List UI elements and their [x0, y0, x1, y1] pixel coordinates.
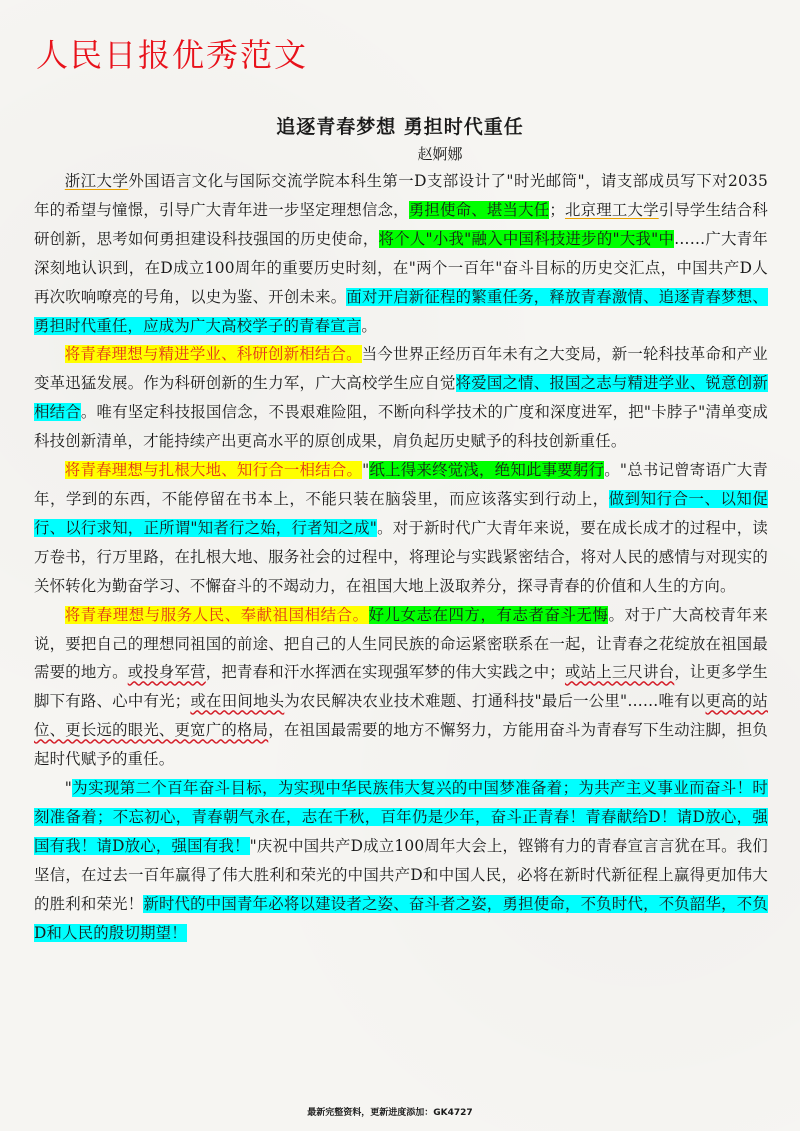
p4-segment: ，让更多学生脚下有路、心中有光； [34, 663, 768, 711]
p1-segment: 浙江大学 [64, 172, 129, 190]
page-footer: 最新完整资料，更新进度添加：GK4727 [307, 1108, 473, 1118]
p3-segment: 。"总书记曾寄语广大青年，学到的东西，不能停留在书本上，不能只装在脑袋里，而应该落实到行动上， [34, 461, 768, 508]
p1-segment: 勇担使命、堪当大任 [408, 200, 550, 219]
p1-segment: 将个人"小我"融入中国科技进步的"大我"中 [378, 229, 675, 248]
p1-segment: 北京理工大学 [564, 200, 659, 219]
p2-segment: 将青春理想与精进学业、科研创新相结合。 [64, 345, 362, 364]
p2-segment: 。唯有坚定科技报国信念，不畏艰难险阻，不断向科学技术的广度和深度进军，把"卡脖子"清单变成科技创新清单，才能持续产出更高水平的原创成果，肩负起历史赋予的科技创新重任。 [34, 403, 768, 451]
p4-segment: 。对于广大高校青年来说，要把自己的理想同祖国的前途、把自己的人生同民族的命运紧密联系在一起，让青春之花绽放在祖国最需要的地方。 [34, 605, 768, 682]
p4-segment: 好儿女志在四方，有志者奋斗无悔 [368, 605, 609, 624]
p2-segment: 当今世界正经历百年未有之大变局，新一轮科技革命和产业变革迅猛发展。作为科研创新的生力军，广大高校学生应自觉 [34, 345, 768, 393]
p1-segment: 面对开启新征程的繁重任务，释放青春激情、追逐青春梦想、勇担时代重任，应成为广大高校学子的青春宣言 [34, 287, 768, 335]
paragraph-1 [34, 167, 768, 340]
p3-segment: " [362, 461, 370, 480]
p4-segment: 为农民解决农业技术难题、打通科技"最后一公里"……唯有以 [284, 692, 706, 711]
p4-segment: 更高的站位、更长远的眼光、更宽广的格局 [34, 692, 768, 740]
p2-segment: 将爱国之情、报国之志与精进学业、锐意创新相结合 [34, 374, 768, 422]
p5-segment: 为实现第二个百年奋斗目标，为实现中华民族伟大复兴的中国梦准备着；为共产主义事业而奋斗！时刻准备着；不忘初心，青春朝气永在，志在千秋，百年仍是少年，奋斗正青春！青春献给D！请D放心，强国有我！请D放心，强国有我！ [34, 779, 768, 855]
p5-segment: " [64, 779, 73, 798]
paragraph-2 [34, 340, 768, 456]
paragraph-5 [34, 774, 768, 947]
p5-segment: 新时代的中国青年必将以建设者之姿、奋斗者之姿，勇担使命，不负时代，不负韶华，不负D和人民的殷切期望！ [34, 894, 768, 942]
p4-segment: 或在田间地头 [190, 692, 285, 711]
p4-segment: ，把青春和汗水挥洒在实现强军梦的伟大实践之中； [205, 663, 565, 682]
article-author: 赵婀娜 [417, 145, 463, 163]
p1-segment: 引导学生结合科研创新，思考如何勇担建设科技强国的历史使命， [34, 200, 768, 248]
p5-segment: "庆祝中国共产D成立100周年大会上，铿锵有力的青春宣言言犹在耳。我们坚信，在过去一百年赢得了伟大胜利和荣光的中国共产D和中国人民，必将在新时代新征程上赢得更加伟大的胜利和荣光！ [34, 836, 769, 913]
article-title: 追逐青春梦想 勇担时代重任 [276, 116, 524, 138]
paragraph-4 [34, 601, 768, 774]
p4-segment: ，在祖国最需要的地方不懈努力，方能用奋斗为青春写下生动注脚，担负起时代赋予的重任。 [34, 721, 768, 769]
p1-segment: ……广大青年深刻地认识到，在D成立100周年的重要历史时刻，在"两个一百年"奋斗目标的历史交汇点，中国共产D人再次吹响嘹亮的号角，以史为鉴、开创未来。 [34, 229, 768, 306]
p3-segment: 纸上得来终觉浅，绝知此事要躬行 [369, 461, 605, 480]
p4-segment: 或站上三尺讲台 [564, 663, 675, 682]
p4-segment: 将青春理想与服务人民、奉献祖国相结合。 [64, 605, 369, 624]
p3-segment: 将青春理想与扎根大地、知行合一相结合。 [64, 461, 363, 480]
p1-segment: 外国语言文化与国际交流学院本科生第一D支部设计了"时光邮筒"，请支部成员写下对2035年的希望与憧憬，引导广大青年进一步坚定理想信念， [34, 172, 768, 219]
p1-segment: 。 [361, 316, 377, 335]
article-body [34, 167, 768, 947]
p3-segment: 。对于新时代广大青年来说，要在成长成才的过程中，读万卷书，行万里路，在扎根大地、服务社会的过程中，将理论与实践紧密结合，将对人民的感情与对现实的关怀转化为勤奋学习、不懈奋斗的不竭动力，在祖国大地上汲取养分，探寻青春的价值和人生的方向。 [34, 518, 768, 595]
p3-segment: 做到知行合一、以知促行、以行求知，正所谓"知者行之始，行者知之成" [34, 489, 768, 537]
page-header: 人民日报优秀范文 [36, 36, 309, 74]
p1-segment: ； [549, 200, 565, 219]
paragraph-3 [34, 456, 768, 601]
p4-segment: 或投身军营 [127, 663, 206, 682]
